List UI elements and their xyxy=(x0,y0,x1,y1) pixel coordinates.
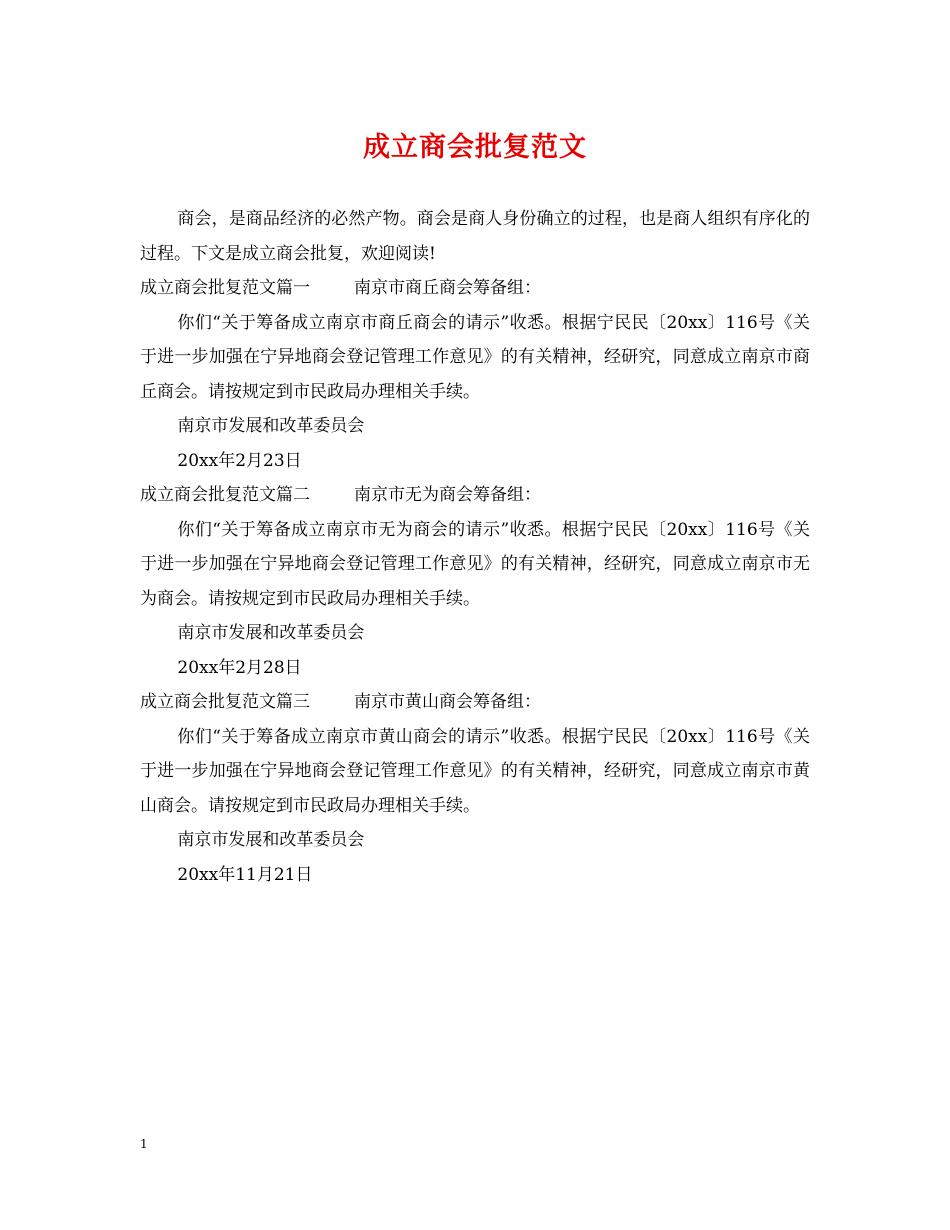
document-body xyxy=(140,202,810,892)
section-addressee-3: 南京市黄山商会筹备组： xyxy=(354,692,541,712)
section-addressee-1: 南京市商丘商会筹备组： xyxy=(354,278,541,298)
document-title: 成立商会批复范文 xyxy=(363,132,587,163)
page-number: 1 xyxy=(140,1137,148,1151)
section-date-3: 20xx年11月21日 xyxy=(177,864,313,885)
section-heading-3: 成立商会批复范文篇三 xyxy=(140,692,310,712)
section-heading-line-3 xyxy=(140,685,810,720)
section-body-3: 你们“关于筹备成立南京市黄山商会的请示”收悉。根据宁民民〔20xx〕116号《关于进一步加强在宁异地商会登记管理工作意见》的有关精神，经研究，同意成立南京市黄山商会。请按规定到市民政局办理相关手续。 xyxy=(140,726,810,816)
section-addressee-2: 南京市无为商会筹备组： xyxy=(354,485,541,505)
section-signature-2: 南京市发展和改革委员会 xyxy=(177,623,365,643)
section-body-2: 你们“关于筹备成立南京市无为商会的请示”收悉。根据宁民民〔20xx〕116号《关于进一步加强在宁异地商会登记管理工作意见》的有关精神，经研究，同意成立南京市无为商会。请按规定到市民政局办理相关手续。 xyxy=(140,519,810,609)
section-signature-1: 南京市发展和改革委员会 xyxy=(177,416,365,436)
section-heading-1: 成立商会批复范文篇一 xyxy=(140,278,310,298)
section-date-2: 20xx年2月28日 xyxy=(177,657,302,678)
section-date-1: 20xx年2月23日 xyxy=(177,450,302,471)
section-signature-3: 南京市发展和改革委员会 xyxy=(177,830,365,850)
intro-paragraph: 商会，是商品经济的必然产物。商会是商人身份确立的过程，也是商人组织有序化的过程。下文是成立商会批复，欢迎阅读! xyxy=(140,209,810,264)
section-body-1: 你们“关于筹备成立南京市商丘商会的请示”收悉。根据宁民民〔20xx〕116号《关于进一步加强在宁异地商会登记管理工作意见》的有关精神，经研究，同意成立南京市商丘商会。请按规定到市民政局办理相关手续。 xyxy=(140,312,810,402)
section-heading-line-2 xyxy=(140,478,810,513)
section-heading-line-1 xyxy=(140,271,810,306)
section-heading-2: 成立商会批复范文篇二 xyxy=(140,485,310,505)
